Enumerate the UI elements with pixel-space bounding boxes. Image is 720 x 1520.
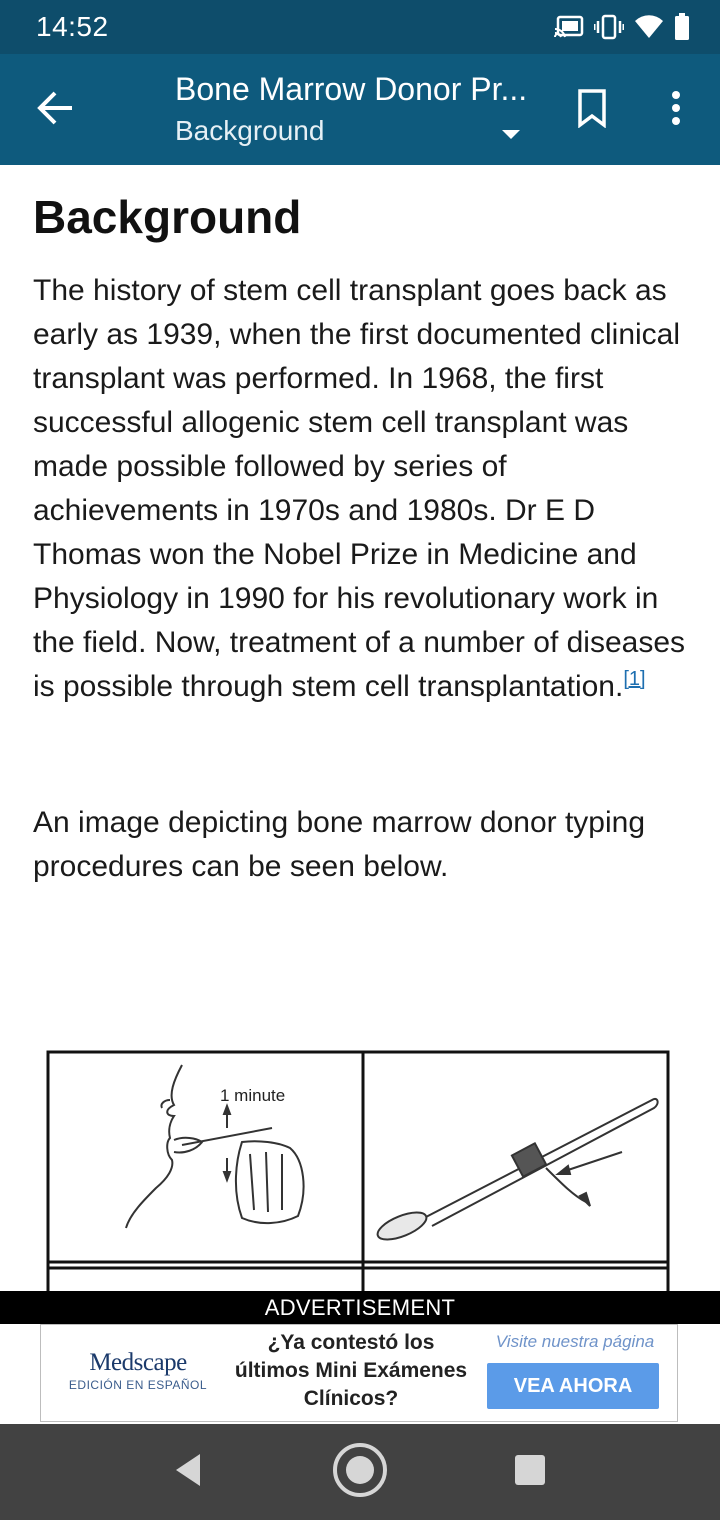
image-intro-paragraph: An image depicting bone marrow donor typing procedures can be seen below. [33,806,646,883]
system-nav-bar [0,1424,720,1520]
square-recents-icon [514,1454,546,1491]
ad-label: ADVERTISEMENT [0,1291,720,1324]
donor-typing-figure[interactable] [46,1050,670,1291]
app-title: Bone Marrow Donor Pr... [175,71,528,107]
caret-down-icon [499,122,523,146]
status-time: 14:52 [36,11,109,42]
ad-message: ¿Ya contestó los últimos Mini Exámenes Clínicos? [234,1331,468,1410]
cast-icon [554,15,584,39]
section-label: Background [175,115,325,146]
ad-cta-button[interactable]: VEA AHORA [487,1363,659,1409]
article-content[interactable] [0,165,720,1291]
nav-recents-button[interactable] [500,1442,560,1502]
medscape-logo [53,1349,223,1393]
bookmark-button[interactable] [568,84,616,136]
ad-visit-text: Visite nuestra página [495,1332,655,1351]
nav-back-button[interactable] [158,1442,218,1502]
section-dropdown[interactable] [175,112,535,152]
ad-banner[interactable] [40,1324,678,1422]
back-button[interactable] [28,82,84,138]
ad-brand-sub: EDICIÓN EN ESPAÑOL [68,1378,208,1392]
nav-home-button[interactable] [330,1442,390,1502]
paragraph-text: The history of stem cell transplant goes back as early as 1939, when the first documented clinical transplant was performed. In 1968, the first successful allogenic stem cell transplant was made possible followed by series of achievements in 1970s and 1980s. Dr E D Thomas won the Nobel Prize in Medicine and Physiology in 1990 for his revolutionary work in the field. Now, treatment of a number of diseases is possible through stem cell transplantation. [33,274,686,703]
figure-caption: 1 minute [220,1086,286,1105]
background-paragraph [33,269,693,709]
bookmark-icon [576,88,608,133]
battery-icon [674,13,690,41]
title-block[interactable] [175,68,535,152]
status-bar [0,0,720,54]
triangle-back-icon [172,1452,204,1493]
app-bar [0,54,720,165]
arrow-left-icon [36,90,76,131]
section-heading: Background [33,191,302,243]
status-icons [554,11,690,43]
ad-brand: Medscape [89,1349,187,1376]
more-vert-icon [670,90,682,131]
overflow-menu-button[interactable] [654,84,698,136]
reference-link[interactable]: [1] [623,668,646,690]
wifi-icon [634,15,664,39]
home-circle-icon [331,1441,389,1504]
vibrate-icon [594,14,624,40]
